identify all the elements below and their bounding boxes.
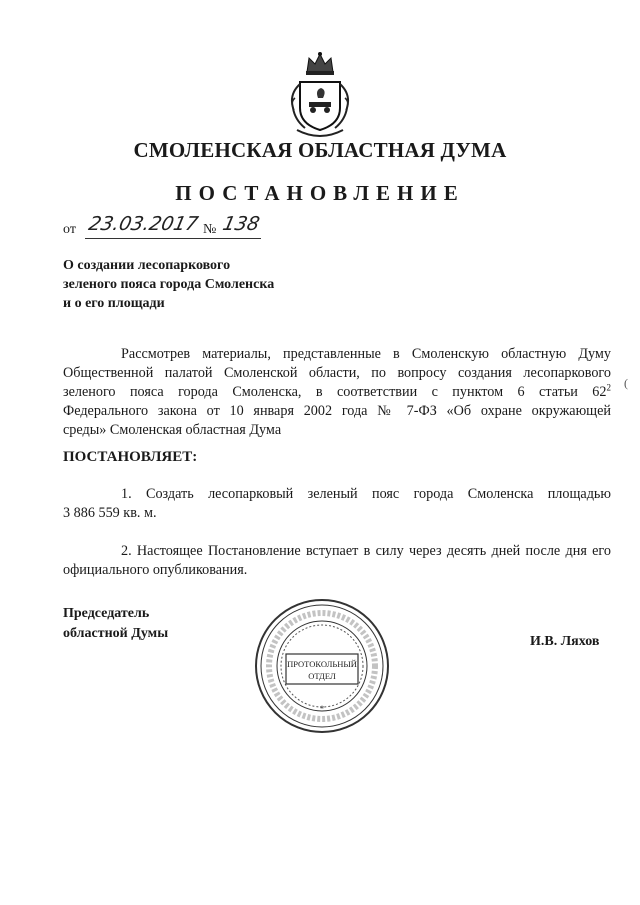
seal-graphic xyxy=(254,598,390,734)
subject-line: О создании лесопаркового xyxy=(63,258,231,273)
preamble-line: Общественной палатой Смоленской области, по вопросу создания лесопаркового xyxy=(63,365,611,381)
resolution-item-1 xyxy=(63,485,611,523)
handwritten-number: 138 xyxy=(220,213,262,235)
item-line: 1. Создать лесопарковый зеленый пояс города Смоленска площадью xyxy=(121,486,611,502)
preamble-paragraph xyxy=(63,345,611,440)
signer-name: И.В. Ляхов xyxy=(530,634,600,649)
coat-of-arms-icon xyxy=(285,50,355,140)
item-line: 3 886 559 кв. м. xyxy=(63,505,157,521)
item-line: официального опубликования. xyxy=(63,562,248,578)
preamble-line: Федерального закона от 10 января 2002 года № 7-ФЗ «Об охране окружающей xyxy=(63,403,611,419)
preamble-line-with-article xyxy=(63,383,611,402)
article-superscript: 2 xyxy=(606,382,611,393)
preamble-line-text: зеленого пояса города Смоленска, в соответствии с пунктом 6 статьи 62 xyxy=(63,384,607,400)
signer-title-line: областной Думы xyxy=(63,626,169,641)
resolve-heading: ПОСТАНОВЛЯЕТ: xyxy=(63,449,198,465)
subject-line: и о его площади xyxy=(63,296,165,311)
document-subject xyxy=(63,256,274,313)
preamble-line: Рассмотрев материалы, представленные в Смоленскую областную Думу xyxy=(121,346,611,362)
item-line: 2. Настоящее Постановление вступает в силу через десять дней после дня его xyxy=(121,543,611,559)
resolution-item-2 xyxy=(63,542,611,580)
margin-mark: ( xyxy=(624,376,628,390)
signer-title xyxy=(63,604,168,644)
document-type: ПОСТАНОВЛЕНИЕ xyxy=(175,181,465,205)
number-sign: № xyxy=(203,222,217,237)
official-seal xyxy=(254,598,390,734)
preamble-line: среды» Смоленская областная Дума xyxy=(63,422,282,438)
seal-center-text-1: ПРОТОКОЛЬНЫЙ xyxy=(287,659,357,669)
organization-title: СМОЛЕНСКАЯ ОБЛАСТНАЯ ДУМА xyxy=(133,138,507,162)
seal-center-text-2: ОТДЕЛ xyxy=(308,671,336,681)
number-underline xyxy=(219,238,261,239)
handwritten-date: 23.03.2017 xyxy=(86,213,201,235)
date-prefix: от xyxy=(63,222,76,237)
subject-line: зеленого пояса города Смоленска xyxy=(63,277,275,292)
signer-title-line: Председатель xyxy=(63,606,150,621)
svg-text:*: * xyxy=(319,704,325,714)
